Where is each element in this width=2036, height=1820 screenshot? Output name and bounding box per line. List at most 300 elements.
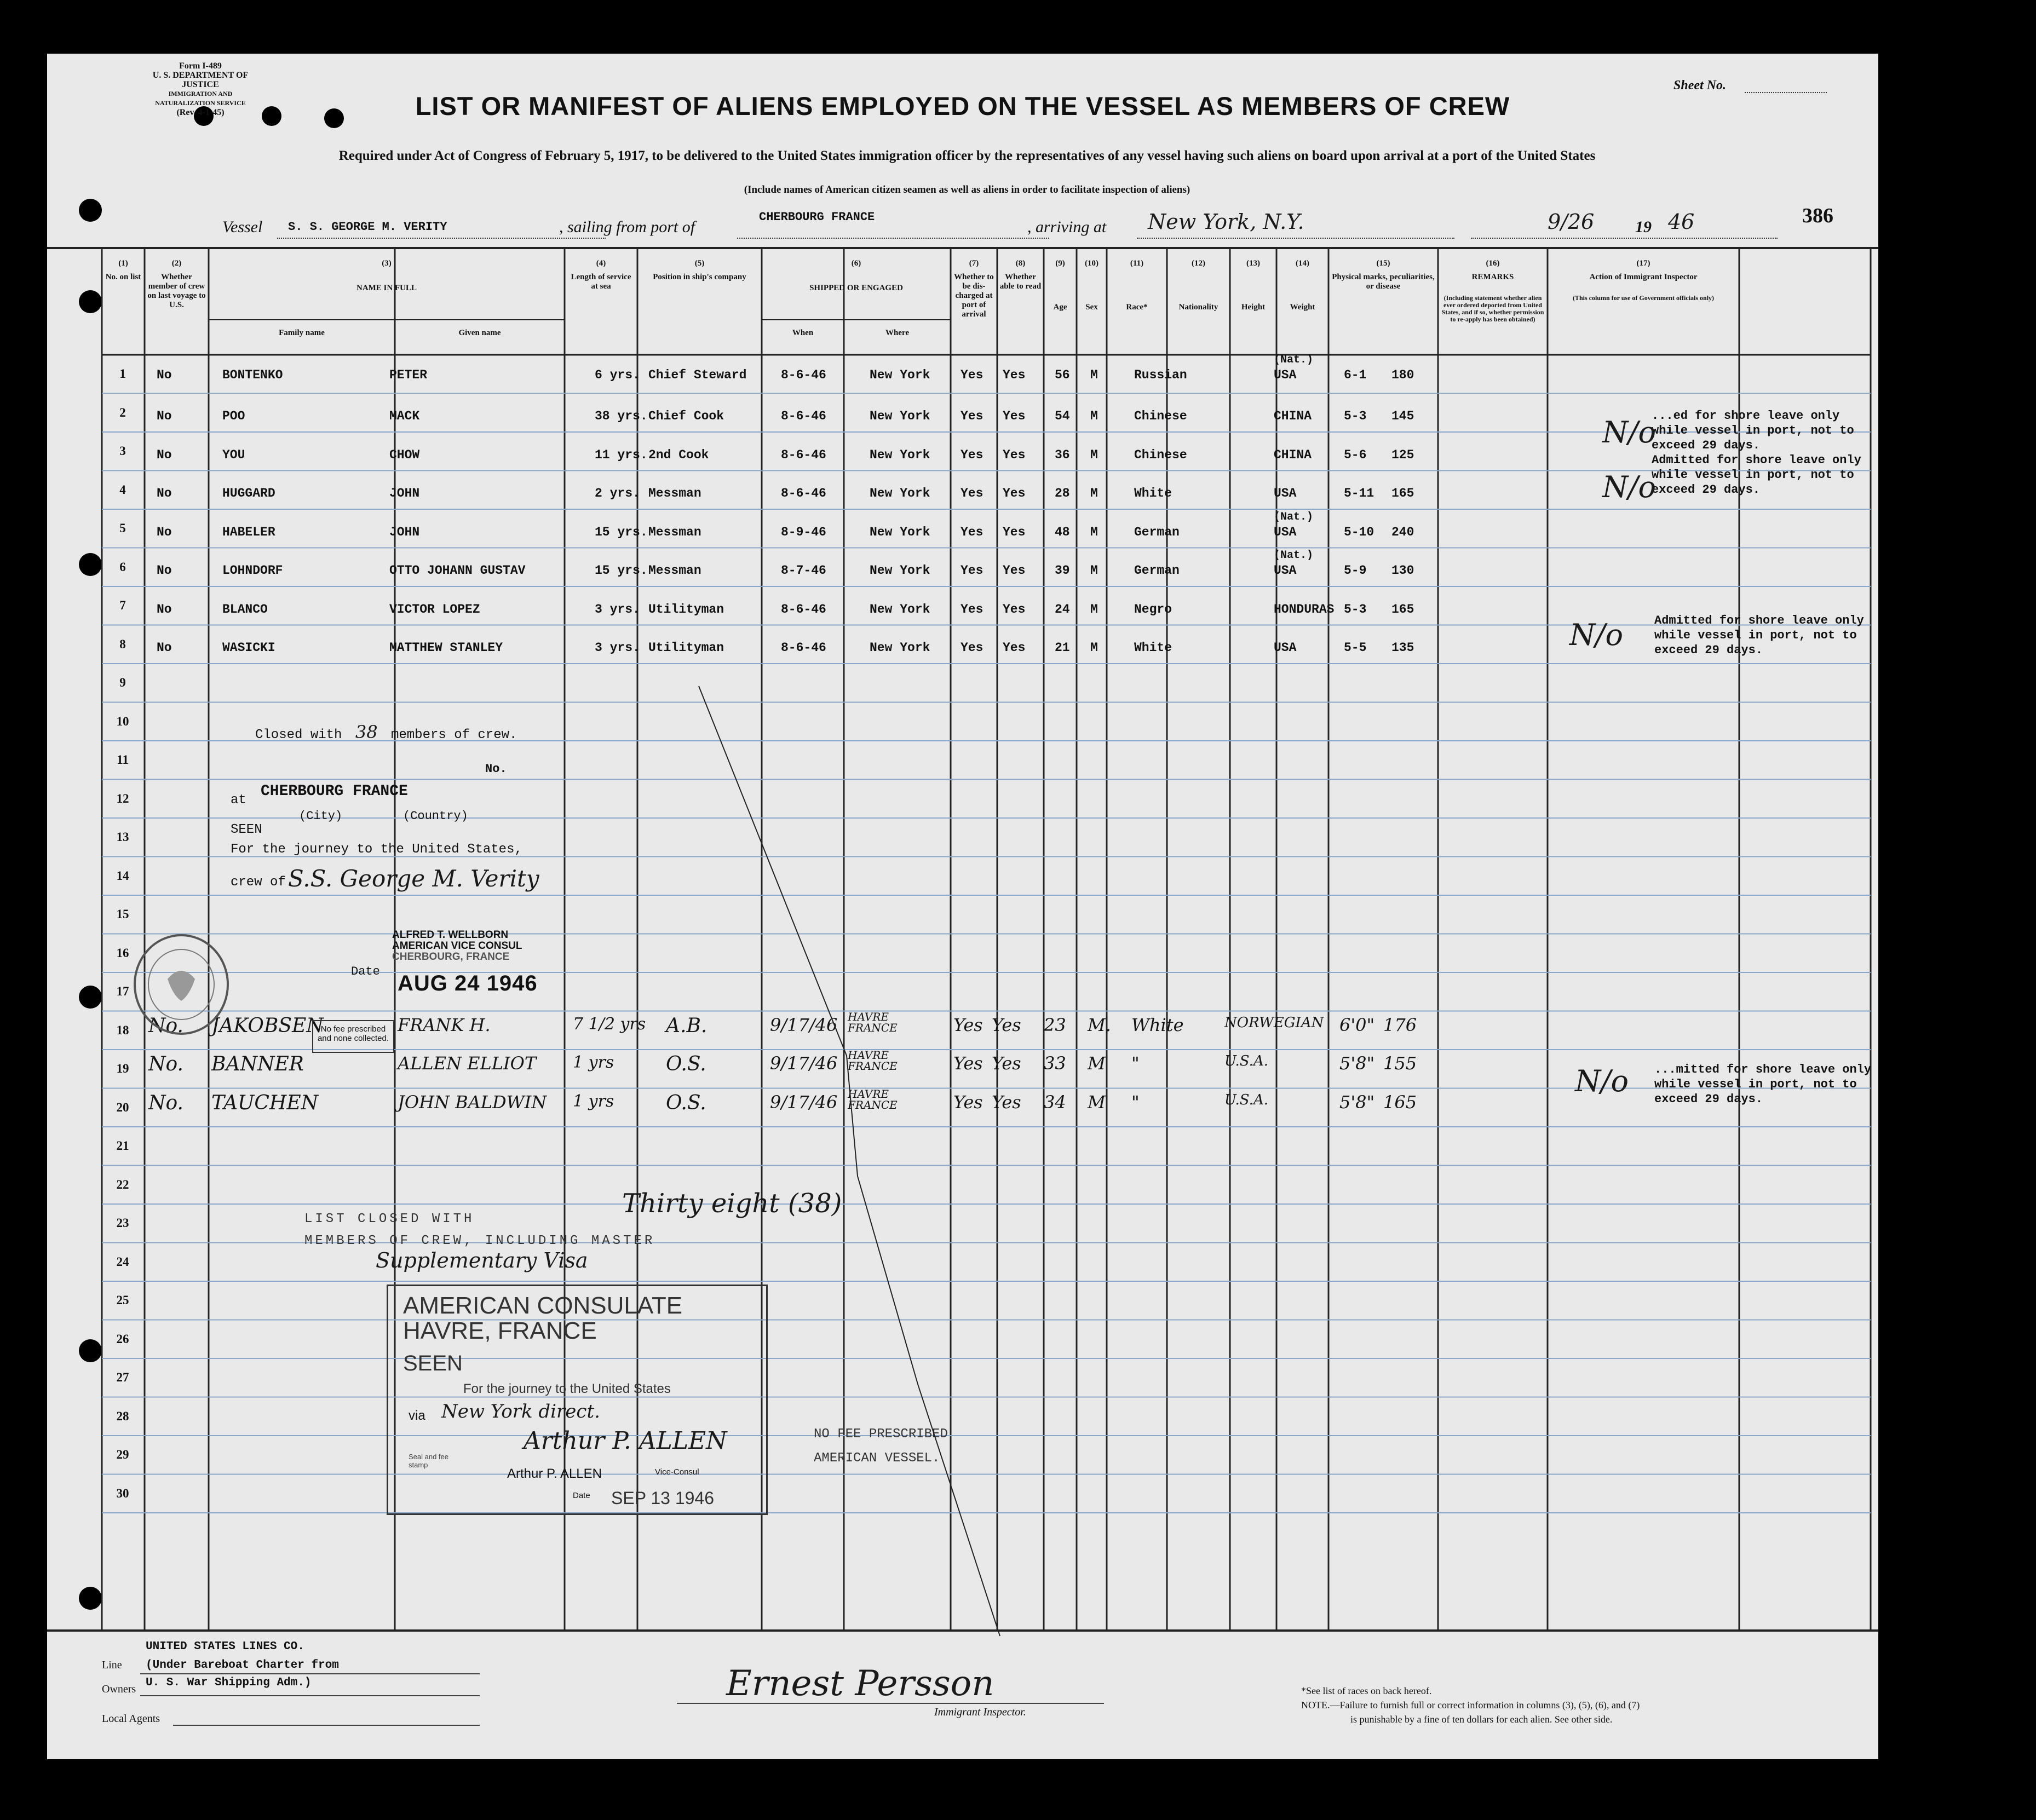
row-number: 8 [119, 637, 126, 651]
list-closed-label: LIST CLOSED WITH [304, 1212, 475, 1226]
column-label: Sex [1085, 303, 1098, 312]
country-label: (Country) [403, 809, 468, 823]
diagonal-pen-stroke [47, 54, 1878, 1759]
column-sub-label: When [792, 329, 814, 337]
column-label: SHIPPED OR ENGAGED [809, 284, 903, 292]
row-number: 23 [116, 1216, 129, 1230]
cell-nationality: USA [1274, 525, 1297, 539]
consular-city: CHERBOURG FRANCE [261, 783, 408, 800]
members-including-master: MEMBERS OF CREW, INCLUDING MASTER [304, 1234, 655, 1248]
havre-seen: SEEN [403, 1351, 463, 1375]
cell-shipped-where: New York [870, 367, 930, 382]
cell-discharged: Yes [953, 1014, 983, 1035]
inspector-signature: Ernest Persson [726, 1663, 994, 1704]
vice-consul-signature: Arthur P. ALLEN [524, 1427, 727, 1455]
cell-prev-voyage: No [157, 563, 172, 578]
column-number: (17) [1636, 259, 1650, 268]
cell-race: White [1134, 641, 1172, 655]
cell-nationality: USA [1274, 486, 1297, 500]
cell-height: 5-9 [1344, 563, 1367, 578]
cell-shipped-where: New York [870, 641, 930, 655]
row-number: 17 [116, 984, 129, 998]
at-label: at [231, 793, 246, 808]
crew-of-label: crew of [231, 875, 286, 890]
cell-length-service: 2 yrs. [595, 486, 640, 500]
cell-shipped-when: 8-6-46 [781, 367, 826, 382]
cell-length-service: 3 yrs. [595, 602, 640, 617]
column-number: (3) [382, 259, 392, 268]
column-number: (4) [596, 259, 606, 268]
manifest-sheet [47, 54, 1878, 1759]
cell-given-name: CHOW [389, 447, 420, 462]
cell-able-to-read: Yes [1003, 602, 1026, 617]
cell-height: 5-5 [1344, 641, 1367, 655]
remark-initials: N/o [1602, 415, 1656, 450]
cell-prev-voyage: No. [148, 1053, 183, 1075]
cell-position: Messman [648, 486, 701, 500]
column-number: (12) [1192, 259, 1205, 268]
cell-shipped-when: 8-9-46 [781, 525, 826, 539]
cell-length-service: 11 yrs. [595, 447, 648, 462]
remark-line: exceed 29 days. [1652, 439, 1761, 452]
remark-initials: N/o [1602, 470, 1656, 504]
cell-able-to-read: Yes [992, 1014, 1021, 1035]
sheet-number: 386 [1802, 204, 1833, 227]
cell-shipped-when: 8-6-46 [781, 641, 826, 655]
cell-shipped-when: 8-7-46 [781, 563, 826, 578]
arrival-year: 46 [1668, 210, 1695, 234]
havre-date-label: Date [573, 1491, 590, 1500]
cell-given-name: JOHN [389, 486, 420, 500]
cell-age: 36 [1055, 447, 1070, 462]
cell-shipped-when: 8-6-46 [781, 486, 826, 500]
cell-discharged: Yes [961, 563, 984, 578]
cell-nationality: USA [1274, 563, 1297, 578]
cell-nationality-note: (Nat.) [1274, 353, 1314, 366]
no-fee-line1: No fee prescribed [320, 1024, 386, 1034]
cell-sex: M [1090, 563, 1098, 578]
cell-prev-voyage: No [157, 641, 172, 655]
column-label: Physical marks, peculiarities, or disease [1332, 273, 1435, 291]
column-number: (5) [694, 259, 705, 268]
cell-length-service: 15 yrs. [595, 563, 648, 578]
cell-shipped-where: New York [870, 602, 930, 617]
row-number: 2 [119, 405, 126, 419]
row-number: 24 [116, 1254, 129, 1269]
cell-age: 28 [1055, 486, 1070, 500]
cell-position: O.S. [666, 1091, 706, 1114]
local-agents-label: Local Agents [102, 1713, 160, 1725]
cell-prev-voyage: No. [148, 1014, 183, 1037]
cell-discharged: Yes [961, 486, 984, 500]
cell-shipped-where: HAVRE FRANCE [848, 1010, 898, 1034]
cell-able-to-read: Yes [1003, 525, 1026, 539]
cell-race: Negro [1134, 602, 1172, 617]
penalty-note: NOTE.—Failure to furnish full or correct information in columns (3), (5), (6), and (7) [1301, 1700, 1640, 1710]
cell-prev-voyage: No [157, 486, 172, 500]
column-number: (14) [1296, 259, 1309, 268]
remark-initials: N/o [1575, 1064, 1629, 1098]
row-number: 27 [116, 1370, 129, 1384]
row-number: 14 [116, 868, 129, 883]
cell-sex: M [1090, 367, 1098, 382]
column-label: Race* [1126, 303, 1148, 312]
cell-discharged: Yes [953, 1091, 983, 1113]
row-number: 7 [119, 598, 126, 612]
vessel-name: S. S. GEORGE M. VERITY [288, 220, 447, 234]
cell-weight: 145 [1391, 409, 1414, 423]
column-number: (15) [1376, 259, 1390, 268]
cell-age: 21 [1055, 641, 1070, 655]
cell-discharged: Yes [961, 409, 984, 423]
cell-able-to-read: Yes [1003, 486, 1026, 500]
cell-given-name: MACK [389, 409, 420, 423]
row-number: 6 [119, 560, 126, 574]
remark-line: while vessel in port, not to [1652, 424, 1854, 437]
consulate-name: AMERICAN CONSULATE [403, 1292, 683, 1319]
consul-place: CHERBOURG, FRANCE [392, 951, 510, 963]
row-number: 10 [116, 714, 129, 728]
row-number: 11 [117, 753, 129, 767]
cell-age: 48 [1055, 525, 1070, 539]
cell-shipped-when: 9/17/46 [770, 1091, 838, 1113]
row-number: 12 [116, 791, 129, 805]
column-label: Whether member of crew on last voyage to U.S. [147, 273, 206, 309]
remark-line: Admitted for shore leave only [1654, 614, 1864, 627]
remark-line: ...mitted for shore leave only [1654, 1063, 1872, 1076]
cell-able-to-read: Yes [992, 1091, 1021, 1113]
cell-prev-voyage: No. [148, 1091, 183, 1114]
closed-with-label: Closed with [255, 728, 342, 742]
row-number: 18 [116, 1023, 129, 1037]
arrival-year-prefix: 19 [1635, 218, 1652, 236]
cell-length-service: 6 yrs. [595, 367, 640, 382]
cell-age: 56 [1055, 367, 1070, 382]
cell-shipped-where: New York [870, 486, 930, 500]
supplementary-visa: Supplementary Visa [376, 1248, 588, 1272]
cell-able-to-read: Yes [1003, 563, 1026, 578]
cell-able-to-read: Yes [1003, 641, 1026, 655]
cell-height: 6-1 [1344, 367, 1367, 382]
cell-height: 5-3 [1344, 409, 1367, 423]
cell-given-name: FRANK H. [398, 1014, 491, 1035]
cell-age: 54 [1055, 409, 1070, 423]
cell-age: 39 [1055, 563, 1070, 578]
consul-name: ALFRED T. WELLBORN [392, 929, 509, 941]
cell-able-to-read: Yes [1003, 367, 1026, 382]
cell-nationality: CHINA [1274, 447, 1312, 462]
seal-fee-label: Seal and fee stamp [409, 1453, 449, 1469]
inspector-rule [677, 1703, 1104, 1704]
cell-race: " [1131, 1053, 1140, 1074]
arriving-label: , arriving at [1027, 218, 1107, 236]
cell-discharged: Yes [961, 525, 984, 539]
charter-line-1: (Under Bareboat Charter from [146, 1659, 339, 1672]
cell-race: " [1131, 1091, 1140, 1113]
date-label: Date [351, 965, 380, 978]
cell-position: A.B. [666, 1014, 708, 1037]
sheet-no-label: Sheet No. [1673, 78, 1726, 93]
cell-weight: 240 [1391, 525, 1414, 539]
cell-sex: M [1090, 409, 1098, 423]
cell-length-service: 15 yrs. [595, 525, 648, 539]
cell-sex: M. [1088, 1014, 1111, 1035]
sailing-label: , sailing from port of [559, 218, 695, 236]
charter-line-2: U. S. War Shipping Adm.) [146, 1677, 312, 1689]
vessel-label: Vessel [222, 218, 263, 236]
row-number: 19 [116, 1062, 129, 1075]
remark-line: while vessel in port, not to [1654, 629, 1857, 642]
cell-shipped-where: HAVRE FRANCE [848, 1087, 898, 1111]
page-subtitle-note: (Include names of American citizen seamen as well as aliens in order to facilitate inspection of aliens) [744, 184, 1190, 195]
cell-position: 2nd Cook [648, 447, 709, 462]
cell-shipped-where: New York [870, 563, 930, 578]
races-note: *See list of races on back hereof. [1301, 1685, 1432, 1696]
row-number: 25 [116, 1293, 129, 1307]
remark-line: exceed 29 days. [1654, 643, 1763, 657]
cell-shipped-where: New York [870, 409, 930, 423]
cell-height: 5'8" [1339, 1091, 1375, 1113]
remark-line: while vessel in port, not to [1654, 1078, 1857, 1091]
row-number: 13 [116, 830, 129, 844]
cell-length-service: 38 yrs. [595, 409, 648, 423]
cell-weight: 125 [1391, 447, 1414, 462]
agents-rule [173, 1725, 480, 1726]
cell-height: 5-3 [1344, 602, 1367, 617]
via-route: New York direct. [441, 1401, 600, 1422]
cell-given-name: VICTOR LOPEZ [389, 602, 480, 617]
cell-nationality: USA [1274, 641, 1297, 655]
cell-weight: 165 [1383, 1091, 1417, 1113]
no-fee-prescribed: NO FEE PRESCRIBED [814, 1427, 948, 1442]
column-number: (6) [851, 259, 861, 268]
row-number: 21 [116, 1139, 129, 1153]
cell-family-name: BONTENKO [222, 367, 283, 382]
row-number: 9 [119, 676, 126, 689]
cell-prev-voyage: No [157, 602, 172, 617]
vice-consul-name: Arthur P. ALLEN [507, 1466, 602, 1481]
column-note: (Including statement whether alien ever ordered deported from United States, and if so, whether permission to re-apply has been obtained) [1441, 294, 1544, 323]
cell-position: Utilityman [648, 602, 724, 617]
column-label: Whether to be dis-charged at port of arrival [954, 273, 994, 319]
cell-race: White [1131, 1014, 1184, 1035]
inspector-label: Immigrant Inspector. [934, 1706, 1026, 1718]
no-fee-line2: and none collected. [317, 1034, 389, 1043]
remark-line: exceed 29 days. [1652, 483, 1761, 497]
cell-shipped-where: New York [870, 525, 930, 539]
cell-race: White [1134, 486, 1172, 500]
page-title: LIST OR MANIFEST OF ALIENS EMPLOYED ON THE VESSEL AS MEMBERS OF CREW [415, 91, 1510, 120]
cell-family-name: POO [222, 409, 245, 423]
row-number: 5 [119, 521, 126, 535]
cell-length-service: 3 yrs. [595, 641, 640, 655]
cell-nationality: HONDURAS [1274, 602, 1335, 617]
cell-weight: 176 [1383, 1014, 1417, 1035]
cell-family-name: YOU [222, 447, 245, 462]
cell-shipped-when: 9/17/46 [770, 1014, 838, 1035]
penalty-note-cont: is punishable by a fine of ten dollars for each alien. See other side. [1350, 1714, 1613, 1725]
cell-nationality: CHINA [1274, 409, 1312, 423]
row-number: 28 [116, 1409, 129, 1423]
cell-length-service: 1 yrs [573, 1053, 614, 1072]
cell-prev-voyage: No [157, 409, 172, 423]
row-number: 30 [116, 1486, 129, 1500]
row-number: 15 [116, 907, 129, 921]
cell-able-to-read: Yes [992, 1053, 1021, 1074]
cell-race: German [1134, 563, 1180, 578]
cell-height: 6'0" [1339, 1014, 1375, 1035]
line-rule [140, 1673, 480, 1674]
closed-with-count: 38 [355, 722, 378, 742]
crew-of-ship: S.S. George M. Verity [288, 865, 539, 892]
form-number: Form I-489 [179, 61, 222, 71]
cell-family-name: BANNER [211, 1053, 304, 1075]
havre-date-stamp: SEP 13 1946 [611, 1488, 715, 1508]
cell-weight: 180 [1391, 367, 1414, 382]
cell-family-name: JAKOBSEN [211, 1014, 324, 1037]
cell-family-name: WASICKI [222, 641, 275, 655]
consul-title: AMERICAN VICE CONSUL [392, 940, 522, 952]
column-label: Whether able to read [999, 273, 1042, 291]
column-label: REMARKS [1471, 273, 1514, 281]
cell-sex: M [1090, 602, 1098, 617]
form-revision: (Rev. 4-1-45) [176, 108, 225, 117]
cell-shipped-when: 8-6-46 [781, 409, 826, 423]
cell-sex: M [1090, 447, 1098, 462]
list-closed-count: Thirty eight (38) [622, 1188, 842, 1219]
cell-race: Russian [1134, 367, 1187, 382]
cell-given-name: MATTHEW STANLEY [389, 641, 503, 655]
journey-text: For the journey to the United States, [231, 842, 522, 857]
cell-height: 5-11 [1344, 486, 1374, 500]
cell-shipped-when: 9/17/46 [770, 1053, 838, 1074]
cell-family-name: HABELER [222, 525, 275, 539]
column-number: (1) [118, 259, 128, 268]
vice-consul-title: Vice-Consul [655, 1467, 699, 1477]
cell-nationality: USA [1274, 367, 1297, 382]
cell-shipped-when: 8-6-46 [781, 602, 826, 617]
seen-label: SEEN [231, 822, 262, 837]
cell-shipped-where: HAVRE FRANCE [848, 1049, 898, 1073]
cell-position: Chief Cook [648, 409, 724, 423]
members-label: members of crew. [390, 728, 517, 742]
column-label: Age [1053, 303, 1067, 312]
cell-age: 23 [1044, 1014, 1066, 1035]
cell-nationality: NORWEGIAN [1224, 1014, 1324, 1031]
cell-sex: M [1088, 1053, 1106, 1074]
column-number: (11) [1130, 259, 1144, 268]
column-number: (9) [1055, 259, 1065, 268]
column-number: (7) [969, 259, 979, 268]
column-label: Length of service at sea [571, 273, 631, 291]
cell-nationality: U.S.A. [1224, 1053, 1268, 1069]
department: U. S. DEPARTMENT OF JUSTICE [152, 71, 249, 89]
cell-given-name: ALLEN ELLIOT [398, 1053, 537, 1074]
cell-sex: M [1090, 525, 1098, 539]
cell-position: Messman [648, 525, 701, 539]
arrival-date-month-day: 9/26 [1548, 210, 1595, 234]
column-number: (10) [1085, 259, 1098, 268]
remark-line: ...ed for shore leave only [1652, 409, 1840, 423]
column-label: Action of Immigrant Inspector [1589, 273, 1698, 281]
cell-nationality: U.S.A. [1224, 1091, 1268, 1108]
cell-given-name: JOHN BALDWIN [398, 1091, 547, 1113]
cell-shipped-where: New York [870, 447, 930, 462]
cell-position: Utilityman [648, 641, 724, 655]
cell-race: Chinese [1134, 409, 1187, 423]
page-subtitle: Required under Act of Congress of February 5, 1917, to be delivered to the United States immigration officer by the representatives of any vessel having such aliens on board upon arrival at a port of the United States [338, 148, 1596, 163]
cell-given-name: JOHN [389, 525, 420, 539]
arrival-port: New York, N.Y. [1148, 210, 1304, 234]
column-label: Nationality [1178, 303, 1218, 312]
cell-able-to-read: Yes [1003, 447, 1026, 462]
cell-length-service: 7 1/2 yrs [573, 1014, 646, 1034]
cherbourg-date-stamp: AUG 24 1946 [398, 971, 538, 995]
cell-sex: M [1088, 1091, 1106, 1113]
cell-discharged: Yes [961, 641, 984, 655]
column-label: Height [1241, 303, 1266, 312]
line-value: UNITED STATES LINES CO. [146, 1640, 304, 1653]
cell-prev-voyage: No [157, 525, 172, 539]
cell-nationality-note: (Nat.) [1274, 510, 1314, 523]
column-sub-label: Where [885, 329, 910, 337]
havre-journey: For the journey to the United States [463, 1381, 671, 1396]
cell-discharged: Yes [961, 602, 984, 617]
cell-height: 5-6 [1344, 447, 1367, 462]
cell-weight: 135 [1391, 641, 1414, 655]
row-number: 22 [116, 1177, 129, 1191]
row-number: 29 [116, 1448, 129, 1461]
city-label: (City) [299, 809, 343, 823]
cell-nationality-note: (Nat.) [1274, 549, 1314, 562]
remark-line: exceed 29 days. [1654, 1092, 1763, 1106]
cell-height: 5-10 [1344, 525, 1374, 539]
cell-prev-voyage: No [157, 367, 172, 382]
remark-line: while vessel in port, not to [1652, 468, 1854, 482]
cell-height: 5'8" [1339, 1053, 1375, 1074]
column-label: No. on list [105, 273, 141, 281]
cell-race: Chinese [1134, 447, 1187, 462]
row-number: 26 [116, 1332, 129, 1346]
column-label: Position in ship's company [653, 273, 746, 281]
owners-rule [140, 1695, 480, 1696]
owners-label: Owners [102, 1683, 136, 1695]
column-sub-label: Family name [279, 329, 325, 337]
row-number: 20 [116, 1100, 129, 1114]
cell-age: 33 [1044, 1053, 1066, 1074]
cell-family-name: HUGGARD [222, 486, 275, 500]
row-number: 3 [119, 444, 126, 458]
cell-given-name: OTTO JOHANN GUSTAV [389, 563, 526, 578]
consulate-city: HAVRE, FRANCE [403, 1317, 597, 1344]
cell-age: 24 [1055, 602, 1070, 617]
row-number: 4 [119, 482, 126, 497]
cell-sex: M [1090, 486, 1098, 500]
column-sub-label: Given name [458, 329, 501, 337]
cell-discharged: Yes [961, 447, 984, 462]
column-number: (16) [1486, 259, 1500, 268]
cell-discharged: Yes [953, 1053, 983, 1074]
column-number: (8) [1015, 259, 1026, 268]
cell-position: O.S. [666, 1053, 706, 1075]
column-label: Weight [1290, 303, 1315, 312]
cell-weight: 130 [1391, 563, 1414, 578]
cell-given-name: PETER [389, 367, 428, 382]
column-number: (13) [1246, 259, 1260, 268]
cell-position: Messman [648, 563, 701, 578]
via-label: via [409, 1408, 425, 1423]
no-label: No. [485, 762, 507, 776]
